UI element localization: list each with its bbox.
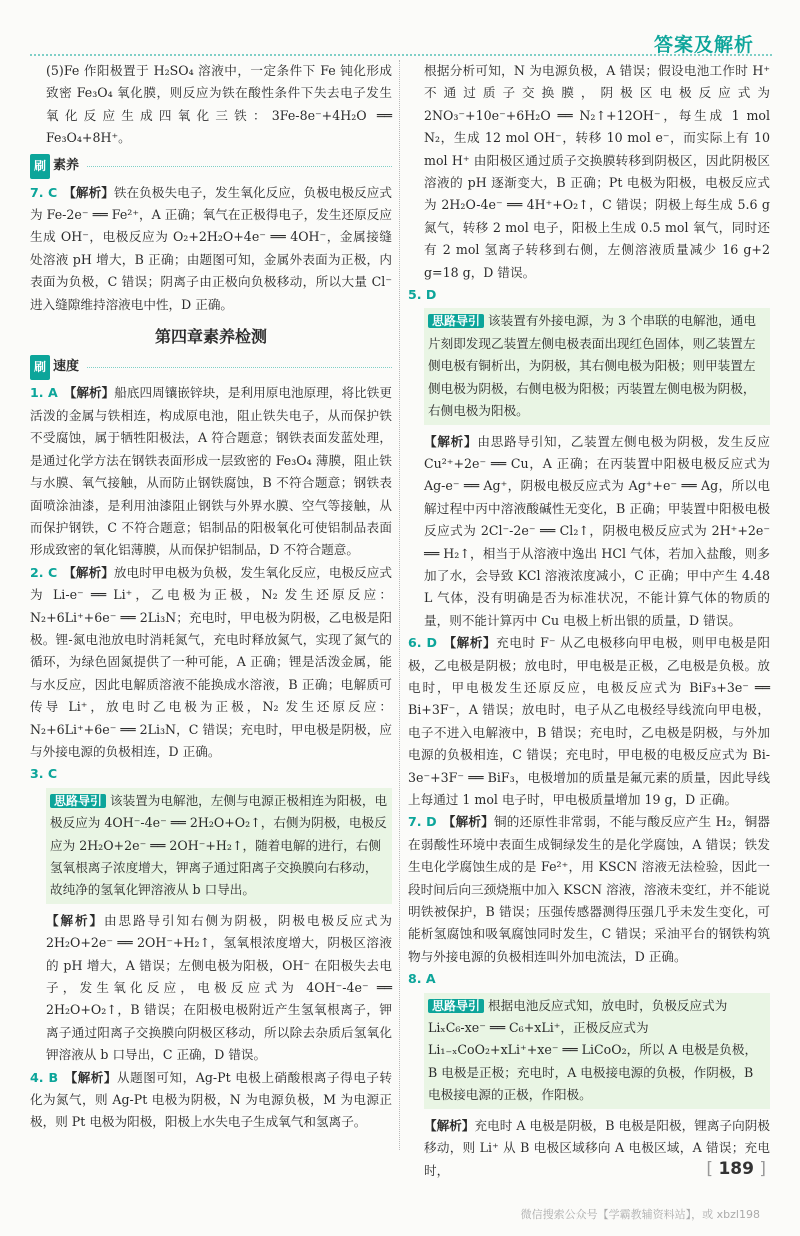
section-title: 素养 (53, 158, 80, 174)
answer-7 (30, 182, 392, 316)
guide-tag: 思路导引 (428, 314, 484, 328)
right-column (408, 60, 770, 1182)
answer-5 (408, 284, 770, 306)
analysis-tag: 【解析】 (424, 433, 478, 449)
thinking-guide-3 (46, 788, 392, 904)
guide-text: 该装置有外接电源，为 3 个串联的电解池，通电片刻即发现乙装置左侧电极表面出现红色固体，则乙装置左侧电极有铜析出，为阴极，其右侧电极为阳极；则甲装置左侧电极为阴极，右侧电极为阳极；丙装置左侧电极为阴极，右侧电极为阳极。 (428, 313, 756, 419)
analysis-text: 从题图可知，Ag-Pt 电极上硝酸根离子得电子转化为氮气，则 Ag-Pt 电极为阴极，N 为电源负极，M 为电源正极，则 Pt 电极为阳极，阳极上水失电子生成氧气和氢离子。 (30, 1069, 393, 1130)
analysis-tag: 【解析】 (424, 1117, 475, 1133)
analysis-text: 充电时 F⁻ 从乙电极移向甲电极，则甲电极是阳极，乙电极是阴极；放电时，甲电极是正极，乙电极是负极。放电时，甲电极发生还原反应，电极反应式为 BiF₃+3e⁻ ══ Bi+3F⁻，A 错误；放电时，电子从乙电极经导线流向甲电极，电子不进入电解液中，B 错误；充电时，乙电极是阴极，与外加电源的负极相连，C 错误；充电时，甲电极的电极反应式为 Bi-3e⁻+3F⁻ ══ BiF₃，电极增加的质量是氟元素的质量，因此导线上每通过 1 mol 电子时，甲电极质量增加 19 g，D 正确。 (408, 635, 771, 807)
answer-3 (30, 763, 392, 785)
left-column (30, 60, 392, 1134)
analysis-text: 放电时甲电极为负极，发生氧化反应，电极反应式为 Li-e⁻ ══ Li⁺，乙电极为正极，N₂ 发生还原反应：N₂+6Li⁺+6e⁻ ══ 2Li₃N；充电时，甲电极为阴极，乙电极是阳极。锂-氮电池放电时消耗氮气，充电时释放氮气，实现了氮气的循环，为绿色固氮提供了一种可能，A 正确；锂是活泼金属，能与水反应，因此电解质溶液不能换成水溶液，B 正确；电解质可传导 Li⁺，放电时乙电极为正极，N₂ 发生还原反应：N₂+6Li⁺+6e⁻ ══ 2Li₃N，C 错误；充电时，甲电极是阴极，应与外接电源的负极相连，D 正确。 (30, 564, 393, 759)
section-badge-icon: 刷 (30, 154, 50, 178)
analysis-tag: 【解析】 (442, 635, 497, 651)
page-number-value: 189 (718, 1159, 754, 1179)
analysis-tag: 【解析】 (63, 564, 114, 580)
question-number: 1. A (30, 385, 58, 401)
guide-text: 该装置为电解池，左侧与电源正极相连为阳极，电极反应为 4OH⁻-4e⁻ ══ 2H₂O+O₂↑，右侧为阴极，电极反应为 2H₂O+2e⁻ ══ 2OH⁻+H₂↑，随着电解的进行，右侧氢氧根离子浓度增大，钾离子通过阳离子交换膜向右移动，故纯净的氢氧化钾溶液从 b 口导出。 (50, 792, 388, 898)
question-number: 3. C (30, 766, 58, 782)
analysis-tag: 【解析】 (64, 1069, 118, 1085)
answer-1 (30, 382, 392, 561)
question-number: 7. C (30, 184, 58, 200)
guide-text: 根据电池反应式知，放电时，负极反应式为 LiₓC₆-xe⁻ ══ C₆+xLi⁺，正极反应式为 Li₁₋ₓCoO₂+xLi⁺+xe⁻ ══ LiCoO₂，所以 A 电极是负极，B 电极是正极；充电时，A 电极接电源的负极，作阴极，B 电极接电源的正极，作阳极。 (428, 997, 758, 1103)
analysis-tag: 【解析】 (63, 385, 115, 401)
column-divider (399, 60, 400, 1150)
answer-8 (408, 968, 770, 990)
answer-2 (30, 562, 392, 764)
answer-7 (408, 811, 770, 968)
analysis-text: 铁在负极失电子，发生氧化反应，负极电极反应式为 Fe-2e⁻ ══ Fe²⁺，A 正确；氧气在正极得电子，发生还原反应生成 OH⁻，电极反应为 O₂+2H₂O+4e⁻ ══ 4OH⁻，金属接缝处溶液 pH 增大，B 正确；由题图可知，金属外表面为正极，内表面为负极，C 错误；阴离子由正极向负极移动，所以大量 Cl⁻ 进入缝隙维持溶液电中性，D 正确。 (30, 184, 393, 312)
guide-tag: 思路导引 (50, 794, 106, 808)
page-number: [ 189 ] (706, 1159, 766, 1179)
analysis-text: 由思路导引知，乙装置左侧电极为阴极，发生反应 Cu²⁺+2e⁻ ══ Cu，A 正确；在丙装置中阳极电极反应式为 Ag-e⁻ ══ Ag⁺，阴极电极反应式为 Ag⁺+e⁻ ══ Ag，所以电解过程中丙中溶液酸碱性无变化，B 正确；甲装置中阳极电极反应式为 2Cl⁻-2e⁻ ══ Cl₂↑，阴极电极反应式为 2H⁺+2e⁻ ══ H₂↑，相当于从溶液中逸出 HCl 气体，若加入盐酸，则多加了水，会导致 KCl 溶液浓度减小，C 正确；甲中产生 4.48 L 气体，没有明确是否为标准状况，不能计算气体的物质的量，则不能计算丙中 Cu 电极上析出银的质量，D 错误。 (424, 433, 771, 628)
chapter-title: 第四章素养检测 (154, 327, 267, 347)
question-number: 4. B (30, 1069, 59, 1085)
section-divider (87, 166, 392, 167)
section-sudu (30, 356, 392, 378)
thinking-guide-5 (424, 308, 770, 424)
question-number: 8. A (408, 971, 436, 987)
question-number: 6. D (408, 635, 437, 651)
answer-4 (30, 1067, 392, 1134)
analysis-text: 铜的还原性非常弱，不能与酸反应产生 H₂，铜器在弱酸性环境中表面生成铜绿发生的是化学腐蚀，A 错误；铁发生电化学腐蚀生成的是 Fe²⁺，用 KSCN 溶液无法检验，因此一段时间后向三颈烧瓶中加入 KSCN 溶液，溶液未变红，并不能说明铁被保护，B 错误；压强传感器测得压强几乎未发生变化，可能析氢腐蚀和吸氧腐蚀同时发生，C 错误；采油平台的钢铁构筑物与外接电源的负极相连叫外加电流法，D 正确。 (408, 814, 770, 964)
analysis-text: 充电时 A 电极是阴极，B 电极是阳极，锂离子向阴极移动，则 Li⁺ 从 B 电极区域移向 A 电极区域，A 错误；充电时， (424, 1117, 771, 1178)
question-number: 2. C (30, 564, 58, 580)
analysis-5 (408, 431, 770, 633)
section-divider (87, 367, 392, 368)
header-divider (30, 54, 772, 56)
answer-4-continued: 根据分析可知，N 为电源负极，A 错误；假设电池工作时 H⁺ 不通过质子交换膜，阴极区电极反应式为 2NO₃⁻+10e⁻+6H₂O ══ N₂↑+12OH⁻，每生成 1 mol N₂，生成 12 mol OH⁻，转移 10 mol e⁻，而实际上有 10 mol H⁺ 由阳极区通过质子交换膜转移到阴极区，因此阴极区溶液的 pH 逐渐变大，B 正确；Pt 电极为阳极，电极反应式为 2H₂O-4e⁻ ══ 4H⁺+O₂↑，C 错误；阴极上每生成 5.6 g 氮气，转移 2 mol 电子，阳极上生成 0.5 mol 氧气，同时还有 2 mol 氢离子转移到右侧，左侧溶液质量减少 16 g+2 g=18 g，D 错误。 (424, 63, 770, 280)
guide-tag: 思路导引 (428, 999, 484, 1013)
section-suyang (30, 156, 392, 178)
section-title: 速度 (53, 359, 80, 375)
analysis-text: 由思路导引知右侧为阴极，阴极电极反应式为 2H₂O+2e⁻ ══ 2OH⁻+H₂↑，氢氧根浓度增大，阴极区溶液的 pH 增大，A 错误；左侧电极为阳极，OH⁻ 在阳极失去电子，发生氧化反应，电极反应式为 4OH⁻-4e⁻ ══ 2H₂O+O₂↑，B 错误；在阳极电极附近产生氢氧根离子，钾离子通过阳离子交换膜向阴极区移动，所以除去杂质后氢氧化钾溶液从 b 口导出，C 正确，D 错误。 (46, 912, 393, 1063)
question-number: 5. D (408, 287, 437, 303)
answer-5-continued: (5)Fe 作阳极置于 H₂SO₄ 溶液中，一定条件下 Fe 钝化形成致密 Fe₃O₄ 氧化膜，则反应为铁在酸性条件下失去电子发生氧化反应生成四氧化三铁：3Fe-8e⁻+4H₂O ══ Fe₃O₄+8H⁺。 (46, 63, 392, 146)
section-badge-icon: 刷 (30, 355, 50, 379)
footer-watermark: 微信搜索公众号【学霸教辅资料站】，或 xbzl198 (520, 1208, 760, 1221)
thinking-guide-8 (424, 993, 770, 1109)
analysis-tag: 【解析】 (63, 184, 114, 200)
question-number: 7. D (408, 814, 437, 830)
analysis-3 (30, 910, 392, 1067)
page-header-title: 答案及解析 (653, 34, 754, 56)
analysis-tag: 【解析】 (442, 814, 494, 830)
analysis-text: 船底四周镶嵌锌块，是利用原电池原理，将比铁更活泼的金属与铁相连，构成原电池，阻止铁失电子，从而保护铁不受腐蚀，属于牺牲阳极法，A 符合题意；钢铁表面发蓝处理，是通过化学方法在钢铁表面形成一层致密的 Fe₃O₄ 薄膜，阻止铁与水膜、氧气接触，从而防止钢铁腐蚀，B 不符合题意；钢铁表面喷涂油漆，是利用油漆阻止钢铁与外界水膜、空气等接触，从而保护钢铁，C 不符合题意；铝制品的阳极氧化可使铝制品表面形成致密的氧化铝薄膜，从而保护铝制品，D 不符合题意。 (30, 385, 393, 558)
analysis-tag: 【解析】 (46, 912, 104, 928)
answer-6 (408, 632, 770, 811)
